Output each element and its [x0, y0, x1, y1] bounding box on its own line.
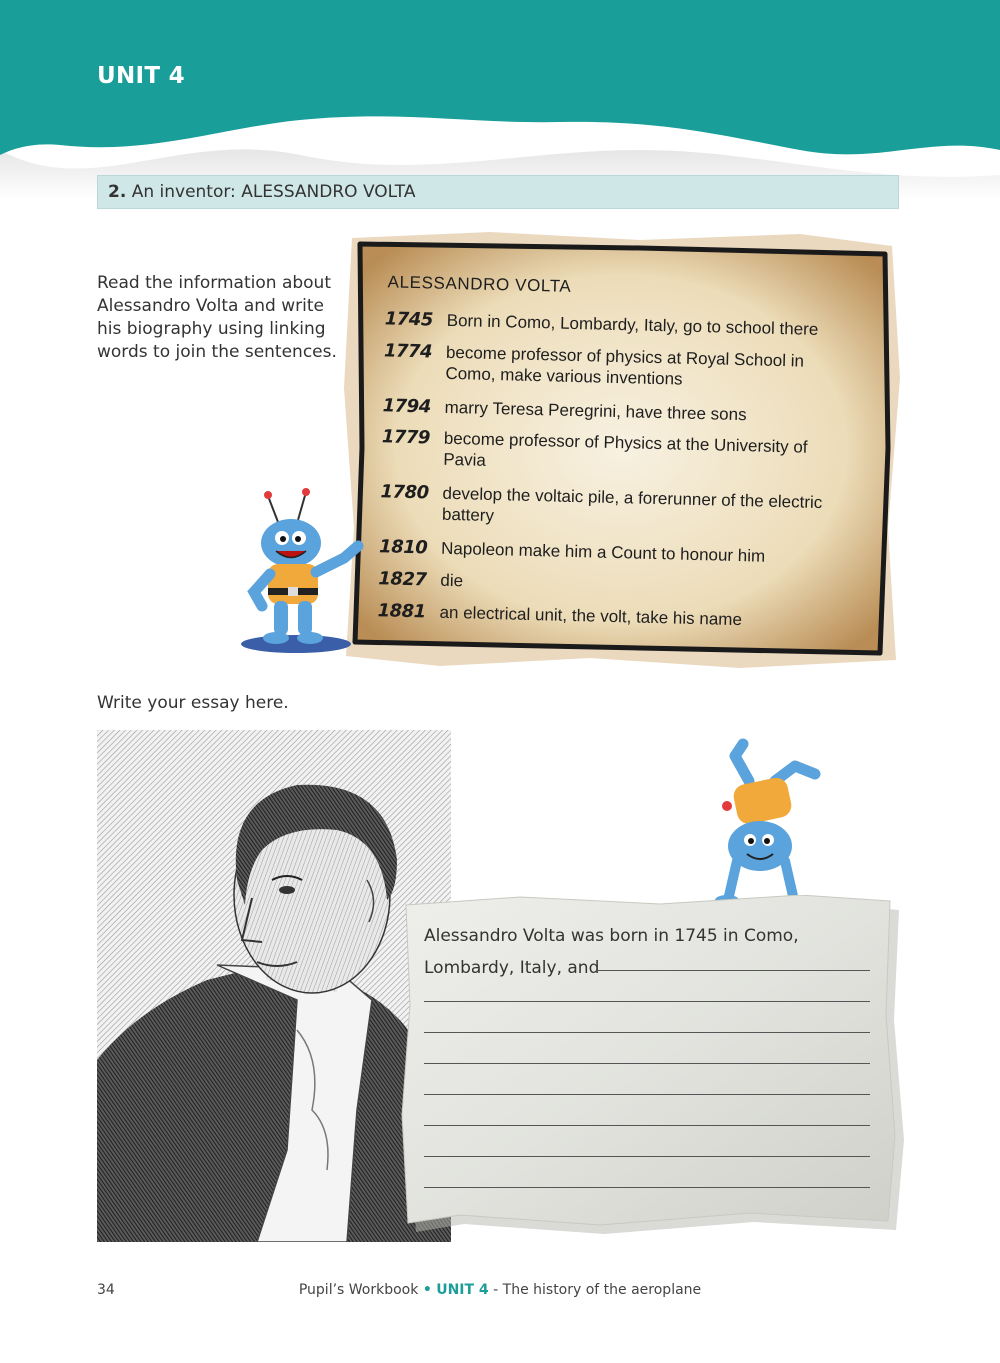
timeline-entry [382, 395, 853, 425]
essay-answer-line[interactable] [424, 1032, 870, 1033]
handstand-mascot-illustration [705, 736, 825, 908]
essay-line-2: Lombardy, Italy, and [424, 958, 600, 978]
essay-answer-line[interactable] [424, 1187, 870, 1188]
essay-answer-line[interactable] [424, 1063, 870, 1064]
essay-line-1: Alessandro Volta was born in 1745 in Como, [424, 926, 799, 946]
footer-topic: - The history of the aeroplane [493, 1282, 702, 1298]
instructions-text: Read the information about Alessandro Volta and write his biography using linking words to join the sentences. [97, 273, 337, 362]
timeline-year: 1774 [383, 340, 433, 363]
exercise-title: An inventor: ALESSANDRO VOLTA [131, 182, 416, 202]
timeline-text: become professor of Physics at the University of Pavia [443, 428, 808, 470]
essay-answer-line[interactable] [424, 1094, 870, 1095]
essay-answer-line[interactable] [596, 970, 870, 971]
footer-unit: UNIT 4 [436, 1282, 489, 1298]
timeline-year: 1779 [381, 426, 431, 449]
unit-title: UNIT 4 [97, 63, 185, 89]
page-number: 34 [97, 1282, 115, 1298]
footer-book: Pupil’s Workbook [298, 1282, 419, 1298]
timeline-entry [383, 340, 854, 389]
essay-answer-line[interactable] [424, 1001, 870, 1002]
footer-text [0, 1282, 1000, 1298]
timeline-entry [377, 600, 848, 630]
timeline-text: marry Teresa Peregrini, have three sons [444, 397, 747, 425]
footer-separator: • [422, 1282, 432, 1298]
timeline-text: Born in Como, Lombardy, Italy, go to school there [446, 310, 819, 339]
exercise-header [97, 175, 899, 209]
essay-prompt: Write your essay here. [97, 693, 289, 713]
timeline-entry [378, 536, 849, 566]
volta-portrait-image [97, 730, 451, 1242]
timeline-year: 1745 [384, 308, 434, 331]
timeline-entry [381, 426, 852, 470]
timeline-year: 1881 [377, 600, 426, 623]
essay-answer-line[interactable] [424, 1156, 870, 1157]
essay-starter-text [424, 920, 870, 984]
timeline-year: 1780 [380, 481, 429, 504]
timeline-text: Napoleon make him a Count to honour him [440, 538, 766, 566]
timeline-text: become professor of physics at Royal School in Como, make various inventions [445, 342, 805, 389]
exercise-number: 2. [108, 182, 127, 202]
pointing-mascot-illustration [236, 488, 371, 658]
header-wave-band [0, 0, 1000, 200]
essay-answer-line[interactable] [424, 1125, 870, 1126]
timeline-title: ALESSANDRO VOLTA [387, 272, 572, 296]
timeline-entry [380, 481, 851, 526]
timeline-entry [384, 308, 855, 339]
timeline-entry [378, 568, 849, 591]
timeline-card [363, 268, 857, 660]
timeline-year: 1794 [382, 395, 431, 418]
timeline-text: die [440, 570, 464, 591]
timeline-year: 1827 [378, 568, 427, 591]
timeline-text: develop the voltaic pile, a forerunner of the electric battery [441, 483, 823, 526]
timeline-year: 1810 [378, 536, 428, 559]
timeline-text: an electrical unit, the volt, take his name [439, 602, 743, 630]
